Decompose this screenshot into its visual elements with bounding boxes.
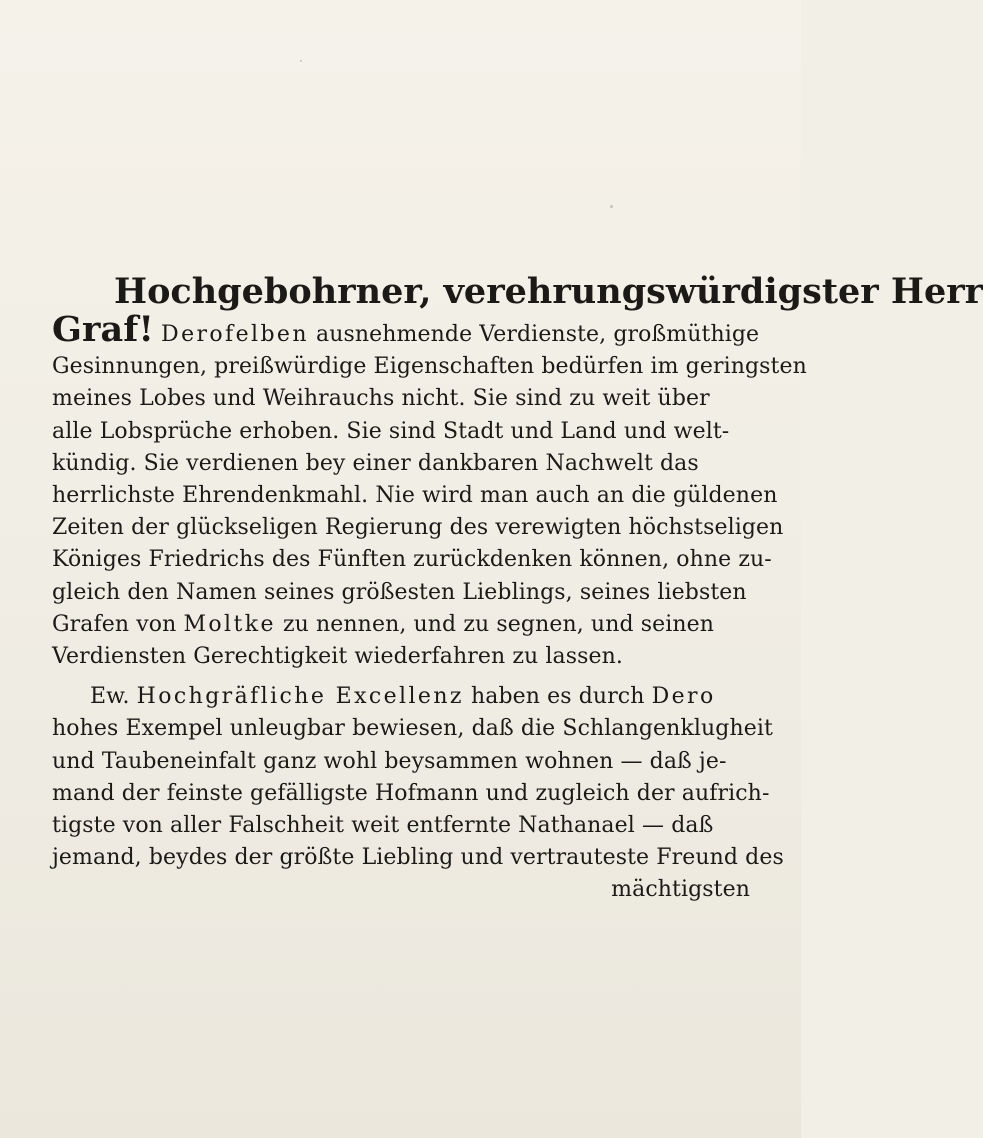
emphasized-word: Dero bbox=[651, 684, 716, 710]
text-line: Verdiensten Gerechtigkeit wiederfahren zu lassen. bbox=[52, 644, 624, 670]
dedication-text bbox=[52, 268, 983, 907]
text-line: Grafen von Moltke zu nennen, und zu segnen, und seinen bbox=[52, 611, 715, 637]
text-line: Königes Friedrichs des Fünften zurückdenken können, ohne zu- bbox=[52, 547, 772, 573]
text-line: mand der feinste gefälligste Hofmann und zugleich der aufrich- bbox=[52, 780, 770, 806]
catchword: mächtigsten bbox=[611, 877, 750, 903]
text-line-1: Graf! Derofelben ausnehmende Verdienste, großmüthige bbox=[52, 309, 760, 350]
text-line: tigste von aller Falschheit weit entfernte Nathanael — daß bbox=[52, 813, 714, 839]
text-line: herrlichste Ehrendenkmahl. Nie wird man auch an die güldenen bbox=[52, 483, 778, 509]
paper-speck bbox=[610, 205, 613, 208]
text-line: Zeiten der glückseligen Regierung des verewigten höchstseligen bbox=[52, 515, 784, 541]
text-line: meines Lobes und Weihrauchs nicht. Sie sind zu weit über bbox=[52, 386, 710, 412]
emphasized-title: Hochgräfliche Excellenz bbox=[136, 684, 464, 710]
text-line: jemand, beydes der größte Liebling und vertrauteste Freund des bbox=[52, 845, 784, 871]
text-line: und Taubeneinfalt ganz wohl beysammen wohnen — daß je- bbox=[52, 748, 727, 774]
text-line: Gesinnungen, preißwürdige Eigenschaften bedürfen im geringsten bbox=[52, 354, 807, 380]
text-line: kündig. Sie verdienen bey einer dankbaren Nachwelt das bbox=[52, 450, 699, 476]
text-line: alle Lobsprüche erhoben. Sie sind Stadt und Land und welt- bbox=[52, 418, 730, 444]
paragraph-start-line: Ew. Hochgräfliche Excellenz haben es durch Dero bbox=[90, 684, 716, 710]
text-line: hohes Exempel unleugbar bewiesen, daß die Schlangenklugheit bbox=[52, 716, 773, 742]
paper-speck bbox=[300, 60, 302, 62]
emphasized-name: Moltke bbox=[183, 611, 276, 637]
salutation: Graf! bbox=[52, 309, 154, 350]
text-line: gleich den Namen seines größesten Lieblings, seines liebsten bbox=[52, 579, 747, 605]
emphasized-word: Derofelben bbox=[161, 322, 309, 347]
dedication-heading: Hochgebohrner, verehrungswürdigster Herr bbox=[114, 271, 983, 312]
